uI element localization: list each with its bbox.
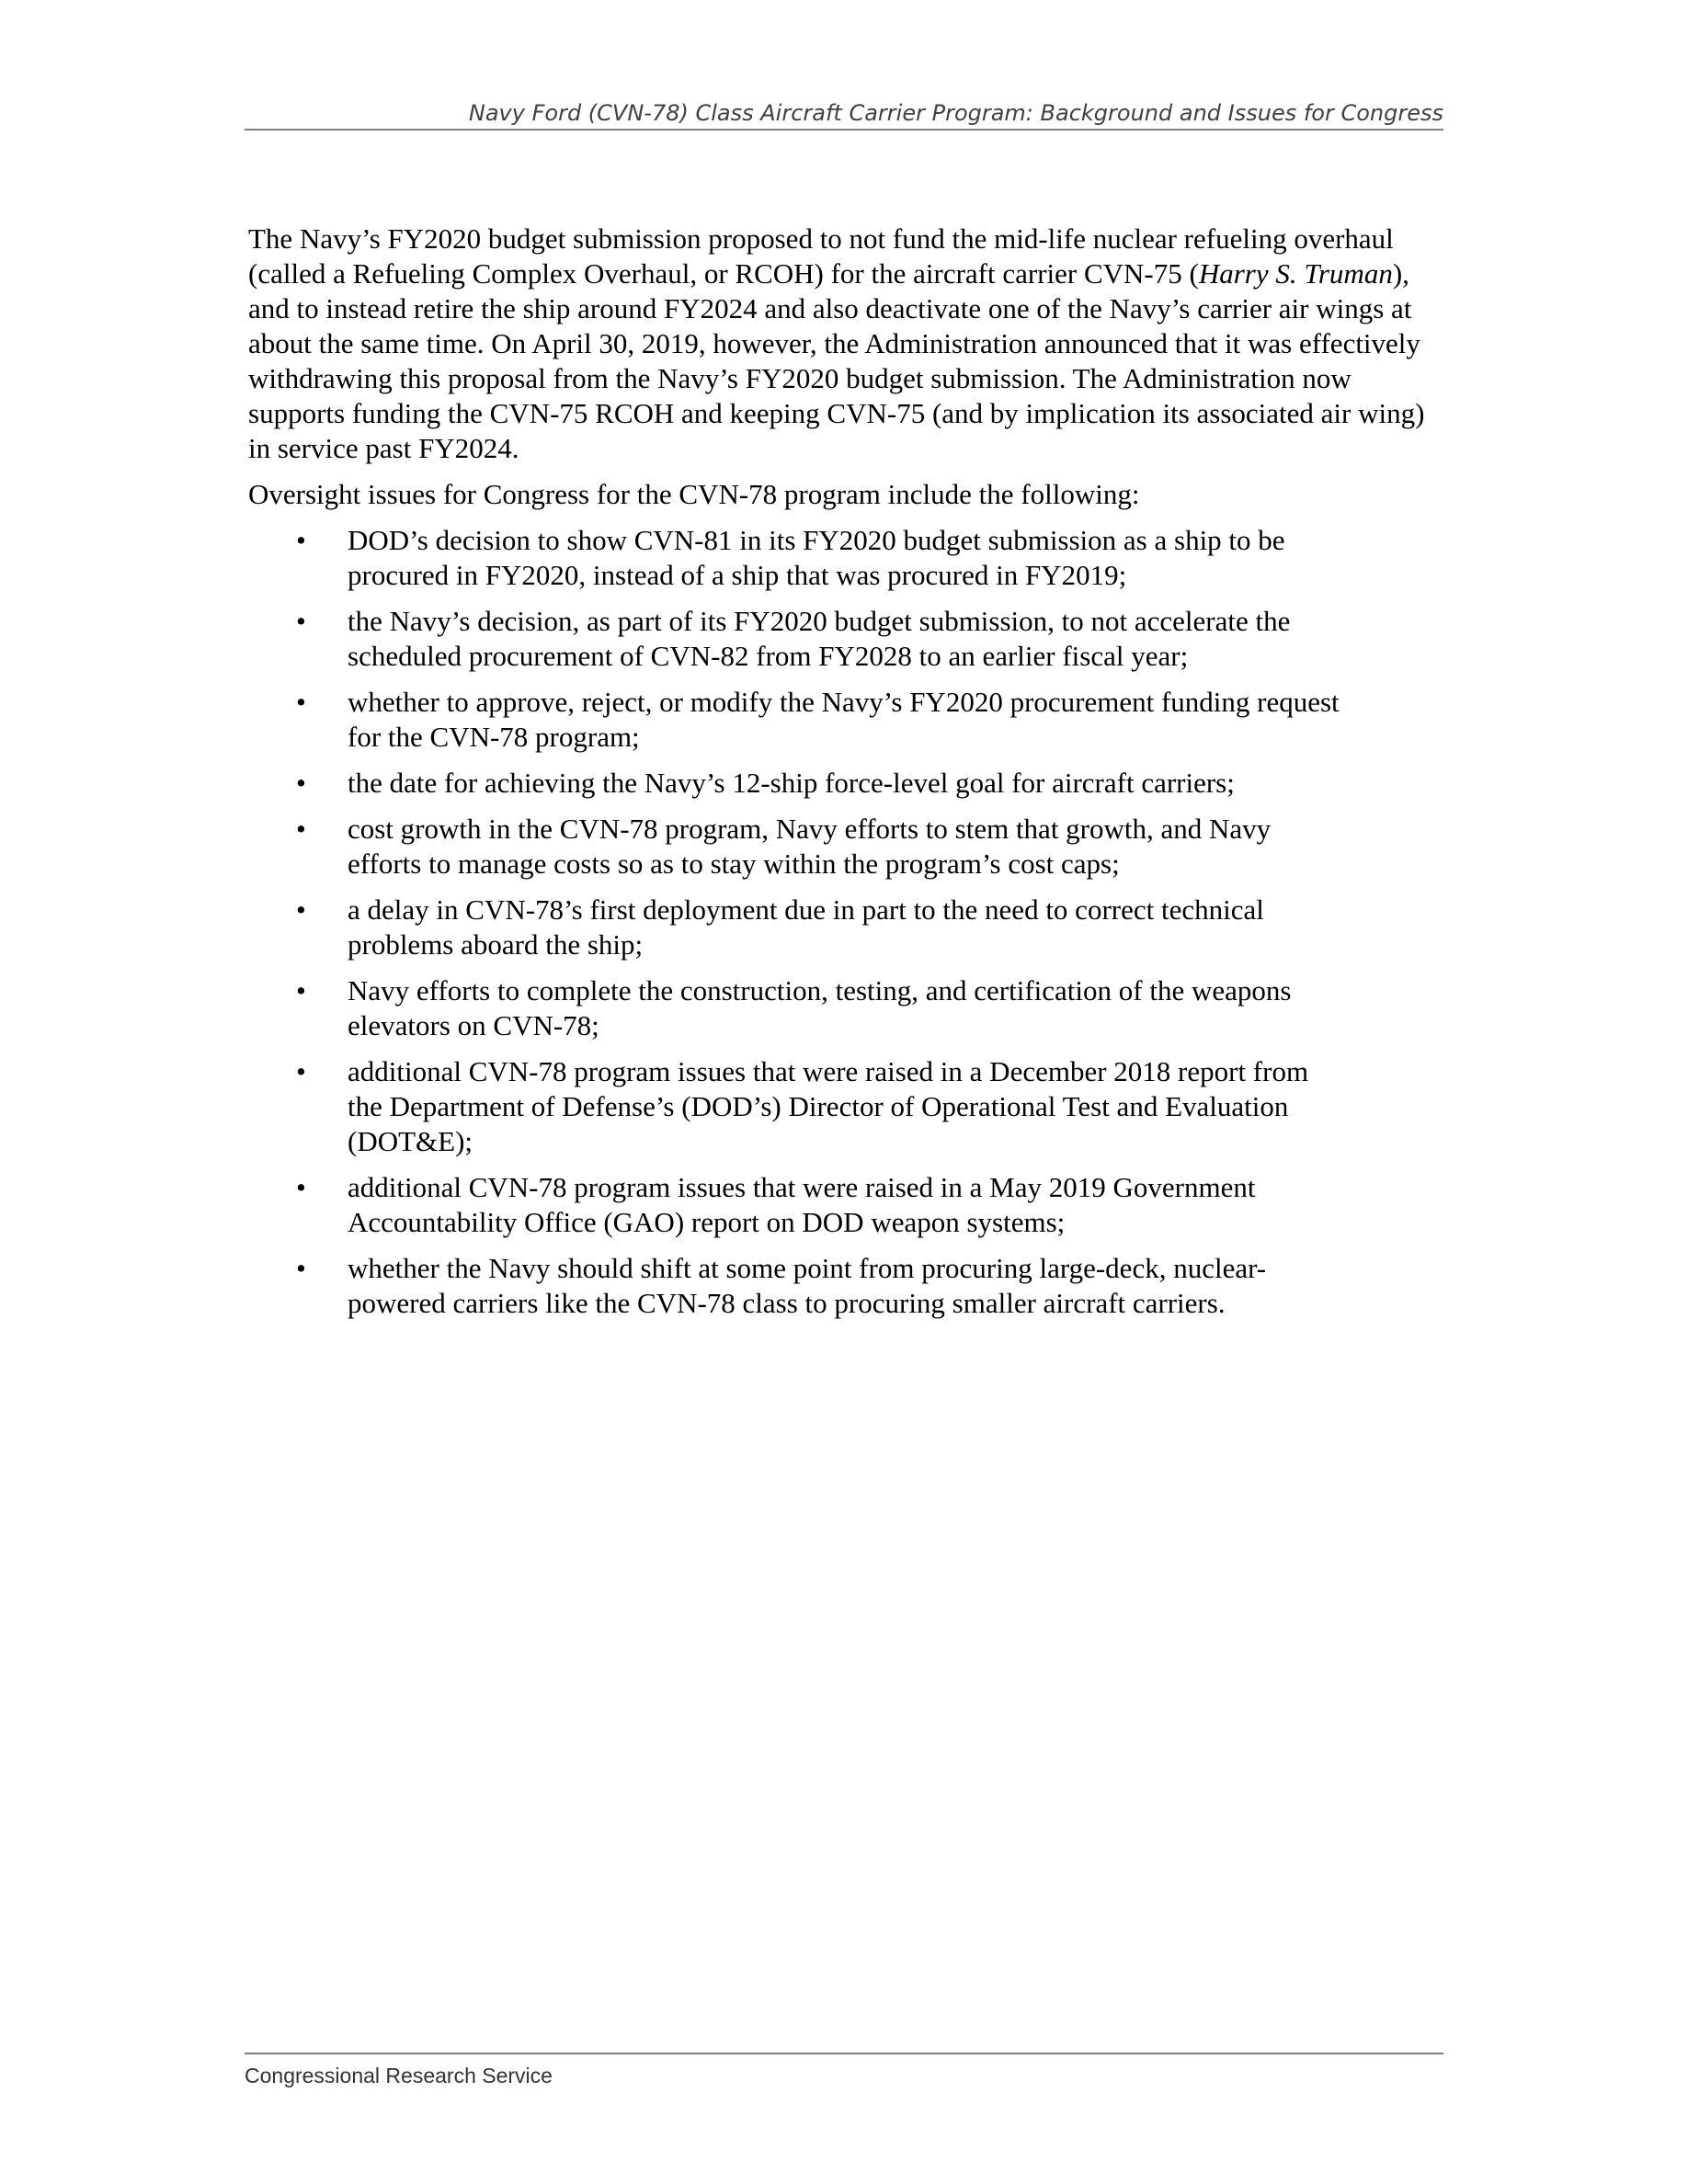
bullet-icon: • (296, 686, 306, 718)
list-item-text: cost growth in the CVN-78 program, Navy efforts to stem that growth, and Navy efforts to manage costs so as to stay within the program’s cost caps; (348, 813, 1272, 880)
bullet-icon: • (296, 767, 306, 799)
list-item-text: the date for achieving the Navy’s 12-ship force-level goal for aircraft carriers; (348, 767, 1235, 799)
list-item-text: DOD’s decision to show CVN-81 in its FY2020 budget submission as a ship to be procured in FY2020, instead of a ship that was procured in FY2019; (348, 524, 1285, 591)
list-item-text: the Navy’s decision, as part of its FY2020 budget submission, to not accelerate the scheduled procurement of CVN-82 from FY2028 to an earlier fiscal year; (348, 605, 1291, 672)
bullet-icon: • (296, 605, 306, 637)
bullet-icon: • (296, 1055, 306, 1087)
intro-paragraph (248, 222, 1443, 466)
bullet-icon: • (296, 813, 306, 845)
list-item (248, 685, 1443, 755)
running-header (245, 97, 1443, 131)
ship-name: Harry S. Truman (1198, 257, 1393, 290)
list-item (248, 766, 1443, 801)
list-item (248, 523, 1443, 593)
list-item (248, 812, 1443, 882)
bullet-icon: • (296, 974, 306, 1007)
list-item (248, 604, 1443, 674)
intro-text-start: The Navy’s FY2020 budget submission proposed to not fund the mid-life nuclear refueling overhaul (called a Refueling Complex Overhaul, or RCOH) for the aircraft carrier CVN-75 ( (248, 222, 1394, 290)
bullet-icon: • (296, 1171, 306, 1203)
bullet-icon: • (296, 1252, 306, 1284)
list-item-text: whether the Navy should shift at some point from procuring large-deck, nuclear-powered carriers like the CVN-78 class to procuring smaller aircraft carriers. (348, 1252, 1267, 1319)
list-item-text: additional CVN-78 program issues that were raised in a December 2018 report from the Department of Defense’s (DOD’s) Director of Operational Test and Evaluation (DOT&E); (348, 1055, 1309, 1157)
page-body (248, 222, 1443, 1332)
list-item (248, 1054, 1443, 1159)
running-header-title: Navy Ford (CVN-78) Class Aircraft Carrier Program: Background and Issues for Congress (468, 100, 1443, 126)
bullet-icon: • (296, 893, 306, 926)
list-item (248, 973, 1443, 1043)
list-item-text: additional CVN-78 program issues that were raised in a May 2019 Government Accountability Office (GAO) report on DOD weapon systems; (348, 1171, 1256, 1238)
list-item (248, 1170, 1443, 1240)
oversight-issues-list (248, 523, 1443, 1321)
list-item (248, 893, 1443, 962)
list-item-text: Navy efforts to complete the construction, testing, and certification of the weapons elevators on CVN-78; (348, 974, 1292, 1041)
list-item-text: a delay in CVN-78’s first deployment due in part to the need to correct technical problems aboard the ship; (348, 893, 1264, 961)
list-item (248, 1251, 1443, 1321)
bullet-icon: • (296, 524, 306, 556)
list-item-text: whether to approve, reject, or modify the Navy’s FY2020 procurement funding request for the CVN-78 program; (348, 686, 1340, 753)
running-footer (245, 2053, 1443, 2089)
footer-source: Congressional Research Service (245, 2064, 553, 2087)
intro-text-end: ), and to instead retire the ship around FY2024 and also deactivate one of the Navy’s carrier air wings at about the same time. On April 30, 2019, however, the Administration announced that it was effectively withdrawing this proposal from the Navy’s FY2020 budget submission. The Administration now supports funding the CVN-75 RCOH and keeping CVN-75 (and by implication its associated air wing) in service past FY2024. (248, 257, 1425, 464)
oversight-lead-in: Oversight issues for Congress for the CVN-78 program include the following: (248, 478, 1140, 510)
